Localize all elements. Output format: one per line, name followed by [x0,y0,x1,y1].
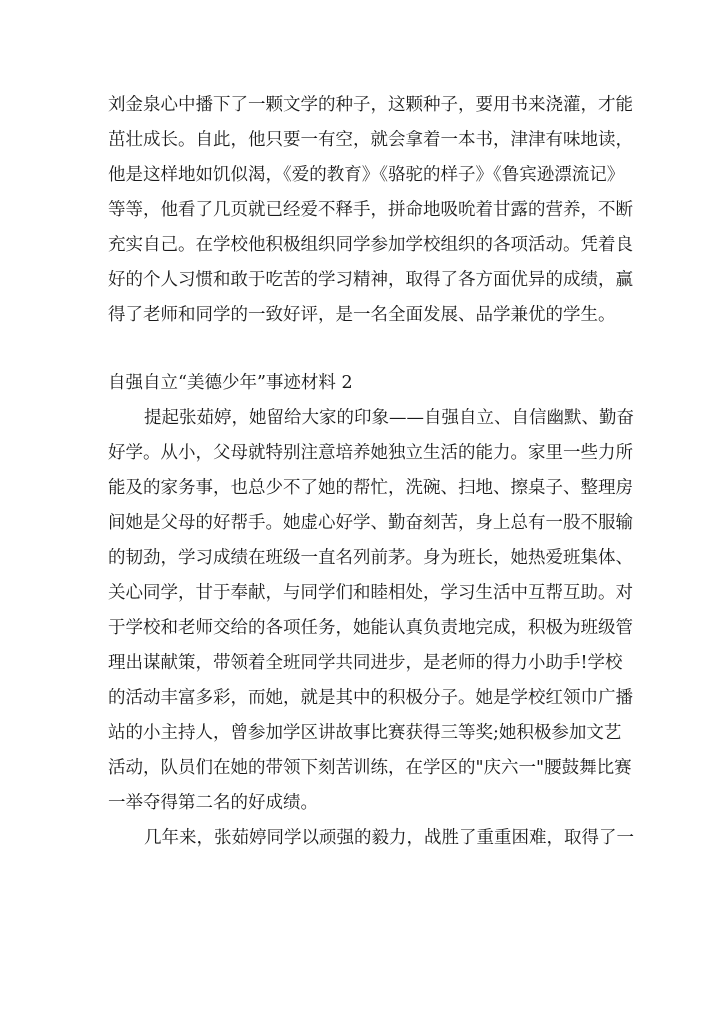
paragraph-spacer [108,333,628,366]
text-line: 关心同学，甘于奉献，与同学们和睦相处，学习生活中互帮互助。对 [108,583,633,603]
text-line: 的韧劲，学习成绩在班级一直名列前茅。身为班长，她热爱班集体、 [108,548,633,568]
text-line: 活动，队员们在她的带领下刻苦训练，在学区的"庆六一"腰鼓舞比赛 [108,758,632,778]
text-line: 一举夺得第二名的好成绩。 [108,793,318,813]
text-line: 充实自己。在学校他积极组织同学参加学校组织的各项活动。凭着良 [108,235,633,255]
text-line: 他是这样地如饥似渴，《爱的教育》《骆驼的样子》《鲁宾逊漂流记》 [108,165,625,185]
text-line: 好的个人习惯和敢于吃苦的学习精神，取得了各方面优异的成绩，赢 [108,270,633,290]
text-line: 的活动丰富多彩，而她，就是其中的积极分子。她是学校红领巾广播 [108,688,633,708]
text-line: 提起张茹婷，她留给大家的印象——自强自立、自信幽默、勤奋 [144,408,634,428]
text-line: 站的小主持人，曾参加学区讲故事比赛获得三等奖;她积极参加文艺 [108,723,622,743]
paragraph-years [108,821,634,856]
text-line: 理出谋献策，带领着全班同学共同进步，是老师的得力小助手!学校 [108,653,623,673]
paragraph-zhang-ruting [108,401,634,821]
text-line: 得了老师和同学的一致好评，是一名全面发展、品学兼优的学生。 [108,305,616,325]
text-line: 间她是父母的好帮手。她虚心好学、勤奋刻苦，身上总有一股不服输 [108,513,633,533]
text-line: 能及的家务事，也总少不了她的帮忙，洗碗、扫地、擦桌子、整理房 [108,478,633,498]
document-page [108,88,634,856]
text-line: 好学。从小，父母就特别注意培养她独立生活的能力。家里一些力所 [108,443,633,463]
text-line: 刘金泉心中播下了一颗文学的种子，这颗种子，要用书来浇灌，才能 [108,95,633,115]
text-line: 几年来，张茹婷同学以顽强的毅力，战胜了重重困难，取得了一 [144,828,634,848]
section-heading: 自强自立“美德少年”事迹材料 2 [108,373,353,393]
text-line: 茁壮成长。自此，他只要一有空，就会拿着一本书，津津有味地读， [108,130,633,150]
paragraph-liu-jinquan [108,88,633,333]
text-line: 于学校和老师交给的各项任务，她能认真负责地完成，积极为班级管 [108,618,633,638]
text-line: 等等，他看了几页就已经爱不释手，拼命地吸吮着甘露的营养，不断 [108,200,633,220]
